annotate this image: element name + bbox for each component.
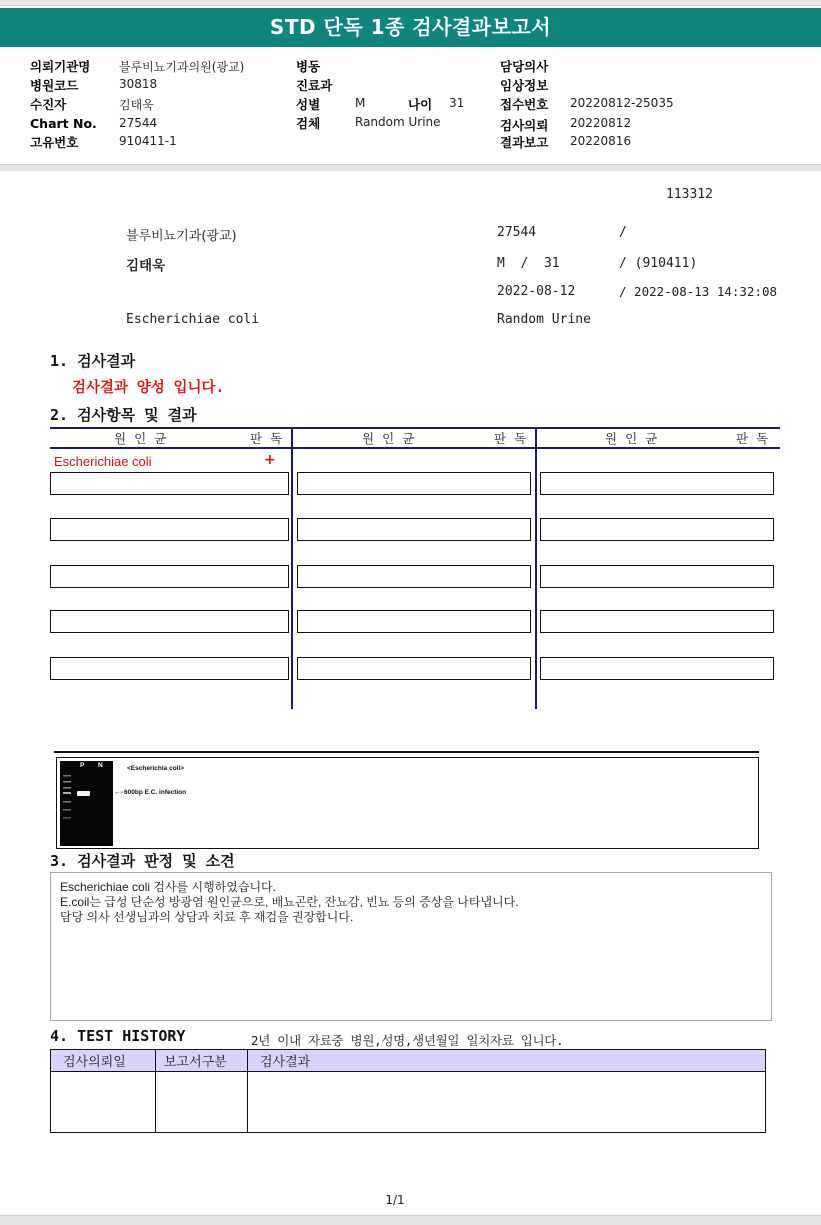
history-cell <box>156 1072 248 1133</box>
doctor-label: 담당의사 <box>500 59 549 74</box>
organism-verdict: + <box>264 452 276 468</box>
history-col-result: 검사결과 <box>248 1050 766 1072</box>
specimen-label: 검체 <box>296 116 321 131</box>
gel-caption: <Escherichia coli> <box>127 765 185 772</box>
result-cell <box>297 657 531 680</box>
gel-top-rule <box>54 751 759 753</box>
receipt-value: 20220812-25035 <box>570 96 674 110</box>
report-title: STD 단독 1종 검사결과보고서 <box>0 8 821 47</box>
dept-label: 진료과 <box>296 78 333 93</box>
history-table <box>50 1049 766 1133</box>
gel-arrow-icon: ←- <box>114 789 123 796</box>
col-verdict-header-1: 판독 <box>250 431 291 446</box>
opinion-box <box>50 872 772 1021</box>
history-cell <box>248 1072 766 1133</box>
request-value: 20220812 <box>570 116 632 130</box>
col-verdict-header-3: 판독 <box>736 431 777 446</box>
summary-request-date: 2022-08-12 <box>497 284 576 299</box>
history-cell <box>51 1072 156 1133</box>
summary-report-datetime: / 2022-08-13 14:32:08 <box>619 284 778 299</box>
summary-birth: / (910411) <box>619 256 698 271</box>
col-organism-header-2: 원인균 <box>362 431 423 446</box>
specimen-value: Random Urine <box>355 115 441 129</box>
unique-value: 910411-1 <box>119 134 177 148</box>
col-organism-header-3: 원인균 <box>605 431 666 446</box>
hospital-code-value: 30818 <box>119 77 158 91</box>
result-cell <box>50 657 289 680</box>
request-label: 검사의뢰 <box>500 118 549 133</box>
result-cell <box>297 565 531 588</box>
result-cell <box>540 472 774 495</box>
chart-value: 27544 <box>119 116 158 130</box>
history-col-request-date: 검사의뢰일 <box>51 1050 156 1072</box>
result-cell <box>540 610 774 633</box>
report-id: 113312 <box>666 187 713 202</box>
clinical-label: 임상정보 <box>500 78 549 93</box>
report-label: 결과보고 <box>500 135 549 150</box>
result-cell <box>540 565 774 588</box>
history-col-report-type: 보고서구분 <box>156 1050 248 1072</box>
result-cell <box>297 610 531 633</box>
result-cell <box>540 657 774 680</box>
result-cell <box>50 518 289 541</box>
summary-specimen: Random Urine <box>497 312 591 327</box>
result-positive-text: 검사결과 양성 입니다. <box>72 380 225 396</box>
table-row <box>51 1072 766 1133</box>
col-verdict-header-2: 판독 <box>494 431 535 446</box>
history-note: 2년 이내 자료중 병원,성명,생년월일 일치자료 입니다. <box>251 1033 564 1048</box>
opinion-line: 담당 의사 선생님과의 상담과 치료 후 재검을 권장합니다. <box>60 910 354 924</box>
gel-lane-n: N <box>98 762 103 769</box>
receipt-label: 접수번호 <box>500 97 549 112</box>
summary-sex-age: M / 31 <box>497 256 560 271</box>
section4-title: 4. TEST HISTORY <box>50 1027 186 1045</box>
patient-label: 수진자 <box>30 97 67 112</box>
summary-slash: / <box>619 225 627 240</box>
bottom-strip <box>0 1215 821 1225</box>
chart-label: Chart No. <box>30 116 97 131</box>
summary-test-name: Escherichiae coli <box>126 312 260 327</box>
result-cell <box>297 472 531 495</box>
header-separator <box>0 164 821 171</box>
institution-label: 의뢰기관명 <box>30 59 91 74</box>
result-cell <box>540 518 774 541</box>
grid-divider-1 <box>291 427 293 709</box>
result-cell <box>50 610 289 633</box>
gel-lane-p: P <box>80 762 85 769</box>
sex-label: 성별 <box>296 97 321 112</box>
result-cell <box>50 565 289 588</box>
col-organism-header-1: 원인균 <box>114 431 175 446</box>
ward-label: 병동 <box>296 59 321 74</box>
unique-label: 고유번호 <box>30 135 79 150</box>
hospital-code-label: 병원코드 <box>30 78 79 93</box>
page-number: 1/1 <box>385 1193 405 1207</box>
result-cell <box>50 472 289 495</box>
result-cell <box>297 518 531 541</box>
age-label: 나이 <box>408 97 433 112</box>
section2-title: 2. 검사항목 및 결과 <box>50 406 197 424</box>
summary-chart-no: 27544 <box>497 225 537 240</box>
summary-patient-name: 김태욱 <box>126 258 166 274</box>
grid-divider-2 <box>535 427 537 709</box>
summary-institution: 블루비뇨기과(광교) <box>126 229 237 244</box>
organism-name: Escherichiae coli <box>54 454 152 469</box>
section1-title: 1. 검사결과 <box>50 352 136 370</box>
age-value: 31 <box>449 96 465 110</box>
opinion-line: Escherichiae coli 검사를 시행하였습니다. <box>60 880 276 894</box>
gel-band-label: 600bp E.C. infection <box>124 789 187 796</box>
report-value: 20220816 <box>570 134 632 148</box>
opinion-line: E.coil는 급성 단순성 방광염 원인균으로, 배뇨곤란, 잔뇨감, 빈뇨 등의 증상을 나타냅니다. <box>60 895 519 909</box>
section3-title: 3. 검사결과 판정 및 소견 <box>50 852 235 870</box>
gel-electrophoresis-image <box>60 761 113 846</box>
sex-value: M <box>355 96 366 110</box>
patient-value: 김태욱 <box>119 98 154 112</box>
grid-header-rule <box>50 447 780 449</box>
institution-value: 블루비뇨기과의원(광교) <box>119 60 245 74</box>
top-strip <box>0 0 821 6</box>
